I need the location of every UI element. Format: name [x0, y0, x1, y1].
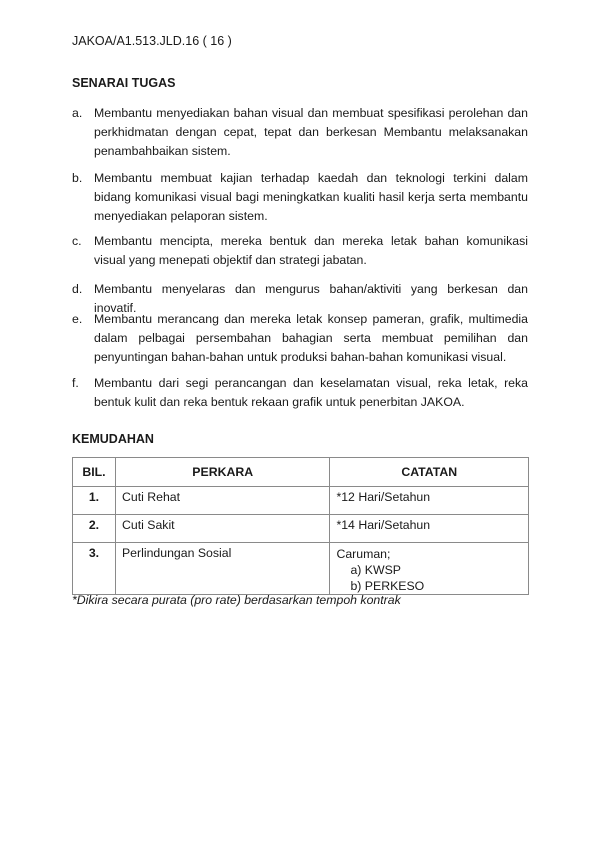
task-text: Membantu menyediakan bahan visual dan membuat spesifikasi perolehan dan perkhidmatan dengan cepat, tepat dan berkesan Membantu melaksanakan penambahbaikan sistem.: [94, 106, 528, 158]
task-text: Membantu membuat kajian terhadap kaedah dan teknologi terkini dalam bidang komunikasi visual bagi meningkatkan kualiti hasil kerja serta membantu menyediakan pelaporan sistem.: [94, 171, 528, 223]
column-header-perkara: PERKARA: [115, 458, 329, 487]
task-marker: e.: [72, 312, 83, 326]
section-title-tasks: SENARAI TUGAS: [72, 76, 176, 90]
table-row: [73, 543, 529, 595]
row-item: Perlindungan Sosial: [115, 543, 329, 595]
task-text: Membantu menyelaras dan mengurus bahan/aktiviti yang berkesan dan inovatif.: [94, 282, 528, 315]
row-number: 1.: [73, 487, 116, 515]
row-item: Cuti Rehat: [115, 487, 329, 515]
row-note: *12 Hari/Setahun: [330, 487, 529, 515]
task-marker: c.: [72, 234, 82, 248]
row-note-subitem: a) KWSP: [350, 563, 402, 577]
row-note-subitem: b) PERKESO: [350, 579, 425, 593]
row-item: Cuti Sakit: [115, 515, 329, 543]
row-note: Caruman;: [336, 547, 391, 561]
task-item: [72, 104, 528, 161]
table-row: [73, 515, 529, 543]
task-text: Membantu dari segi perancangan dan keselamatan visual, reka letak, reka bentuk kulit dan reka bentuk rekaan grafik untuk penerbitan JAKOA.: [94, 376, 528, 409]
task-marker: d.: [72, 282, 83, 296]
task-text: Membantu merancang dan mereka letak konsep pameran, grafik, multimedia dalam pelbagai persembahan bahagian serta membuat pemilihan dan penyuntingan bahan-bahan untuk produksi bahan-bahan komunikasi visual.: [94, 312, 528, 364]
row-number: 3.: [73, 543, 116, 595]
table-header-row: [73, 458, 529, 487]
section-title-benefits: KEMUDAHAN: [72, 432, 154, 446]
column-header-bil: BIL.: [73, 458, 116, 487]
task-item: [72, 374, 528, 412]
task-marker: a.: [72, 106, 83, 120]
table-row: [73, 487, 529, 515]
task-item: [72, 310, 528, 367]
task-item: [72, 169, 528, 226]
column-header-catatan: CATATAN: [330, 458, 529, 487]
row-note-cell: [330, 543, 529, 595]
table-footnote: *Dikira secara purata (pro rate) berdasarkan tempoh kontrak: [72, 593, 401, 607]
task-marker: f.: [72, 376, 79, 390]
task-item: [72, 232, 528, 270]
task-text: Membantu mencipta, mereka bentuk dan mereka letak bahan komunikasi visual yang menepati objektif dan strategi jabatan.: [94, 234, 528, 267]
benefits-table: [72, 457, 529, 595]
task-marker: b.: [72, 171, 83, 185]
row-note: *14 Hari/Setahun: [330, 515, 529, 543]
row-number: 2.: [73, 515, 116, 543]
document-reference: JAKOA/A1.513.JLD.16 ( 16 ): [72, 34, 232, 48]
